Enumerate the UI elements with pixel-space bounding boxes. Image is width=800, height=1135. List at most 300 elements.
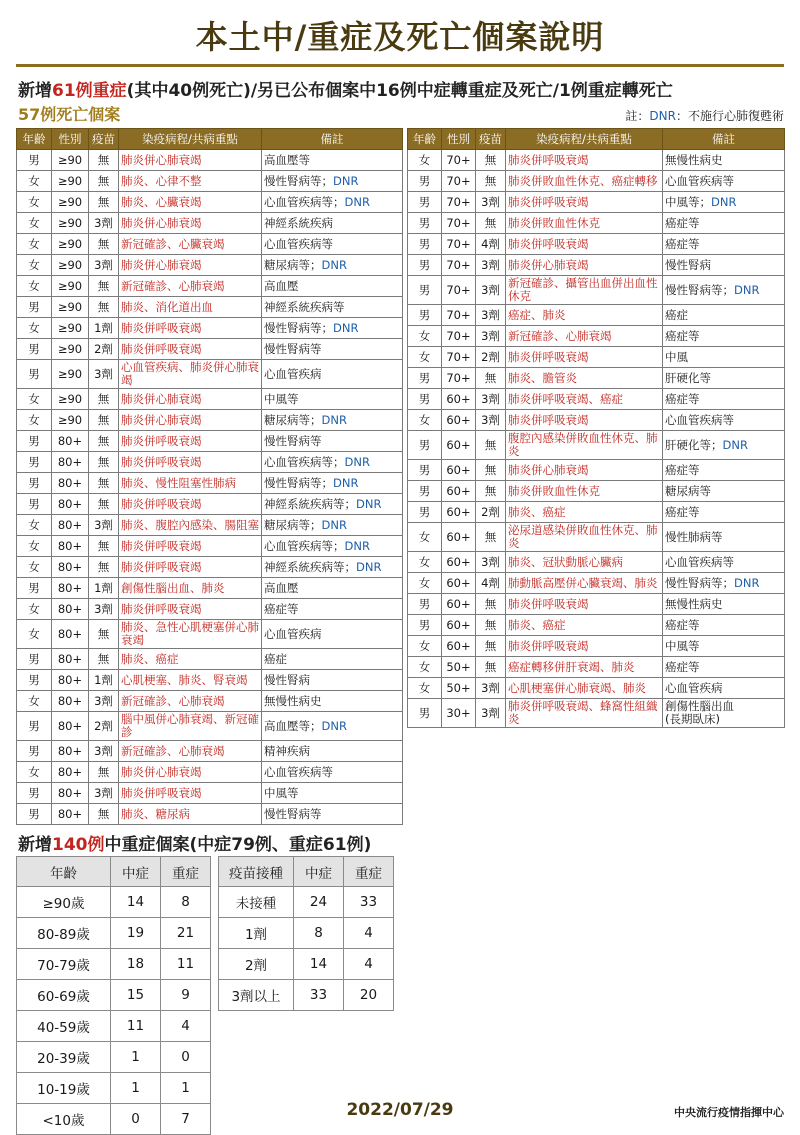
sex-cell: 男 (17, 783, 52, 804)
sex-cell: 男 (408, 389, 442, 410)
disease-cell: 肺炎、心臟衰竭 (119, 192, 262, 213)
moderate-count-cell: 24 (294, 887, 344, 918)
age-cell: 60+ (442, 615, 476, 636)
dnr-flag: DNR (734, 282, 760, 297)
vaccine-cell: 無 (476, 213, 506, 234)
disease-cell: 心血管疾病、肺炎併心肺衰竭 (119, 360, 262, 389)
table-row (17, 804, 403, 825)
vaccine-cell: 無 (89, 536, 119, 557)
table-row (17, 578, 403, 599)
sex-cell: 女 (17, 389, 52, 410)
disease-cell: 新冠確診、心肺衰竭 (119, 741, 262, 762)
vaccine-cell: 無 (89, 410, 119, 431)
sex-cell: 女 (17, 515, 52, 536)
disease-cell: 肺炎併呼吸衰竭 (506, 347, 663, 368)
remark-cell (262, 150, 403, 171)
report-date: 2022/07/29 (346, 1100, 454, 1120)
remark-cell (262, 431, 403, 452)
remark-text: 中風等 (264, 391, 299, 406)
disease-cell: 肺炎併呼吸衰竭 (119, 431, 262, 452)
dnr-flag: DNR (333, 320, 359, 335)
remark-cell (663, 431, 785, 460)
table-row (408, 657, 785, 678)
age-group-cell: 10-19歲 (17, 1073, 111, 1104)
remark-cell (262, 620, 403, 649)
remark-text: 慢性腎病等 (264, 341, 322, 356)
vaccine-cell: 2劑 (476, 347, 506, 368)
dnr-note (625, 107, 784, 124)
disease-cell: 肺炎併心肺衰竭 (506, 460, 663, 481)
remark-text: 癌症等 (665, 236, 700, 251)
remark-cell (262, 171, 403, 192)
remark-cell (663, 326, 785, 347)
table-row (408, 326, 785, 347)
dnr-flag: DNR (344, 454, 370, 469)
disease-cell: 肺炎、糖尿病 (119, 804, 262, 825)
vaccine-cell: 無 (476, 368, 506, 389)
sex-cell: 女 (17, 762, 52, 783)
disease-cell: 肺炎併呼吸衰竭 (119, 452, 262, 473)
sex-cell: 男 (408, 368, 442, 389)
vaccination-status-cell: 1劑 (219, 918, 294, 949)
dnr-flag: DNR (333, 475, 359, 490)
moderate-count-cell: 14 (111, 887, 161, 918)
sex-cell: 女 (408, 552, 442, 573)
age-cell: 80+ (52, 783, 89, 804)
remark-text: 慢性腎病等； (665, 282, 734, 297)
table-row (17, 192, 403, 213)
disease-cell: 肺炎併敗血性休克、癌症轉移 (506, 171, 663, 192)
table-row (408, 502, 785, 523)
issuing-agency: 中央流行疫情指揮中心 (674, 1106, 784, 1119)
moderate-count-cell: 15 (111, 980, 161, 1011)
age-breakdown-table (16, 856, 211, 1135)
vaccine-cell: 無 (476, 481, 506, 502)
disease-cell: 肺炎、消化道出血 (119, 297, 262, 318)
sex-cell: 男 (408, 594, 442, 615)
table-row (408, 276, 785, 305)
disease-cell: 肺炎、癌症 (506, 502, 663, 523)
dnr-flag: DNR (734, 575, 760, 590)
vaccine-cell: 無 (476, 150, 506, 171)
vaccine-cell: 3劑 (89, 255, 119, 276)
moderate-count-cell: 1 (111, 1042, 161, 1073)
remark-cell (663, 636, 785, 657)
table-row (408, 552, 785, 573)
remark-cell (262, 649, 403, 670)
table-row (408, 368, 785, 389)
remark-cell (663, 481, 785, 502)
age-cell: 70+ (442, 171, 476, 192)
moderate-count-cell: 33 (294, 980, 344, 1011)
sex-cell: 女 (408, 523, 442, 552)
remark-text: 慢性腎病等 (264, 433, 322, 448)
remark-text: 心血管疾病等； (264, 454, 345, 469)
sex-cell: 男 (408, 481, 442, 502)
remark-text: 神經系統疾病 (264, 215, 333, 230)
vaccine-cell: 3劑 (476, 192, 506, 213)
disease-cell: 肺炎併心肺衰竭 (119, 255, 262, 276)
column-header-vaccine: 疫苗 (89, 129, 119, 150)
moderate-count-cell: 1 (111, 1073, 161, 1104)
page-title: 本土中/重症及死亡個案說明 (195, 18, 605, 56)
remark-text: 中風等； (665, 194, 711, 209)
age-cell: 70+ (442, 234, 476, 255)
remark-text: 神經系統疾病等； (264, 559, 356, 574)
vaccine-cell: 無 (476, 615, 506, 636)
severe-count-cell: 4 (344, 949, 394, 980)
death-case-rows-left (17, 150, 403, 825)
sex-cell: 女 (17, 255, 52, 276)
vaccine-cell: 1劑 (89, 670, 119, 691)
table-row (17, 741, 403, 762)
table-row (17, 620, 403, 649)
summary-title (18, 830, 371, 855)
age-group-cell: 70-79歲 (17, 949, 111, 980)
disease-cell: 肺炎併心肺衰竭 (119, 410, 262, 431)
remark-text: 神經系統疾病等 (264, 299, 345, 314)
table-row (17, 452, 403, 473)
column-header-disease: 染疫病程/共病重點 (506, 129, 663, 150)
age-cell: 80+ (52, 670, 89, 691)
remark-cell (663, 615, 785, 636)
severe-count-cell: 4 (161, 1011, 211, 1042)
column-header-moderate: 中症 (294, 857, 344, 887)
table-row (17, 712, 403, 741)
disease-cell: 肺炎併呼吸衰竭 (506, 410, 663, 431)
vaccine-cell: 3劑 (89, 741, 119, 762)
age-cell: 70+ (442, 347, 476, 368)
remark-cell (262, 234, 403, 255)
age-cell: ≥90 (52, 255, 89, 276)
age-cell: 80+ (52, 649, 89, 670)
sex-cell: 女 (408, 150, 442, 171)
remark-text: 癌症等 (665, 462, 700, 477)
remark-text: 癌症等 (665, 617, 700, 632)
age-cell: 80+ (52, 557, 89, 578)
vaccine-cell: 3劑 (476, 678, 506, 699)
age-cell: 70+ (442, 276, 476, 305)
vaccine-cell: 無 (89, 297, 119, 318)
vaccine-cell: 3劑 (89, 691, 119, 712)
title-divider (16, 64, 784, 67)
sex-cell: 女 (408, 678, 442, 699)
vaccination-status-cell: 2劑 (219, 949, 294, 980)
remark-text: 慢性腎病 (264, 672, 310, 687)
sex-cell: 女 (17, 276, 52, 297)
vaccine-cell: 3劑 (89, 515, 119, 536)
remark-cell (262, 599, 403, 620)
sex-cell: 男 (17, 649, 52, 670)
disease-cell: 肺炎併呼吸衰竭 (506, 636, 663, 657)
vaccine-cell: 3劑 (89, 213, 119, 234)
remark-text: 創傷性腦出血 (長期臥床) (665, 699, 734, 726)
dnr-flag: DNR (722, 437, 748, 452)
table-row (17, 515, 403, 536)
moderate-count-cell: 19 (111, 918, 161, 949)
disease-cell: 肺炎併呼吸衰竭 (119, 494, 262, 515)
age-cell: ≥90 (52, 276, 89, 297)
sex-cell: 女 (17, 192, 52, 213)
remark-cell (262, 741, 403, 762)
remark-cell (663, 460, 785, 481)
sex-cell: 女 (17, 536, 52, 557)
remark-text: 心血管疾病 (665, 680, 723, 695)
sex-cell: 男 (408, 255, 442, 276)
remark-text: 慢性腎病等； (264, 173, 333, 188)
disease-cell: 肺炎、慢性阻塞性肺病 (119, 473, 262, 494)
sex-cell: 男 (17, 670, 52, 691)
vaccine-cell: 無 (476, 171, 506, 192)
age-cell: 60+ (442, 552, 476, 573)
remark-cell (262, 339, 403, 360)
age-cell: ≥90 (52, 360, 89, 389)
sex-cell: 女 (17, 620, 52, 649)
disease-cell: 肺炎併呼吸衰竭 (119, 599, 262, 620)
vaccine-cell: 3劑 (476, 276, 506, 305)
remark-text: 糖尿病等； (264, 412, 322, 427)
remark-text: 無慢性病史 (665, 152, 723, 167)
disease-cell: 腦中風併心肺衰竭、新冠確診 (119, 712, 262, 741)
disease-cell: 肺炎併心肺衰竭 (506, 255, 663, 276)
dnr-flag: DNR (356, 496, 382, 511)
headline-prefix: 新增 (18, 81, 52, 101)
remark-cell (262, 389, 403, 410)
moderate-count-cell: 11 (111, 1011, 161, 1042)
vaccine-cell: 3劑 (476, 255, 506, 276)
age-cell: 80+ (52, 804, 89, 825)
table-row (408, 347, 785, 368)
vaccine-cell: 無 (89, 804, 119, 825)
table-row (17, 670, 403, 691)
age-cell: 60+ (442, 389, 476, 410)
table-row (17, 1011, 211, 1042)
sex-cell: 男 (17, 741, 52, 762)
age-cell: ≥90 (52, 410, 89, 431)
vaccine-cell: 無 (89, 557, 119, 578)
summary-count: 140例 (52, 835, 105, 855)
remark-text: 癌症 (264, 651, 287, 666)
sex-cell: 女 (408, 636, 442, 657)
remark-cell (262, 762, 403, 783)
table-row (17, 494, 403, 515)
table-row (408, 573, 785, 594)
disease-cell: 肺炎併敗血性休克 (506, 481, 663, 502)
remark-text: 心血管疾病等 (665, 173, 734, 188)
vaccine-cell: 4劑 (476, 573, 506, 594)
remark-text: 心血管疾病 (264, 626, 322, 641)
severe-count-cell: 4 (344, 918, 394, 949)
disease-cell: 新冠確診、心臟衰竭 (119, 234, 262, 255)
severe-count-cell: 7 (161, 1104, 211, 1135)
disease-cell: 肺炎、腹腔內感染、腸阻塞 (119, 515, 262, 536)
age-cell: 30+ (442, 699, 476, 728)
table-row (408, 615, 785, 636)
note-dnr: DNR (649, 109, 676, 123)
table-row (408, 305, 785, 326)
column-header-age: 性別 (442, 129, 476, 150)
disease-cell: 心肌梗塞、肺炎、腎衰竭 (119, 670, 262, 691)
vaccine-cell: 2劑 (89, 712, 119, 741)
remark-text: 慢性腎病等 (264, 806, 322, 821)
age-cell: 80+ (52, 620, 89, 649)
remark-text: 高血壓 (264, 580, 299, 595)
vaccine-cell: 無 (89, 389, 119, 410)
remark-text: 糖尿病等 (665, 483, 711, 498)
remark-text: 心血管疾病等 (264, 764, 333, 779)
table-row (408, 234, 785, 255)
table-row (219, 918, 394, 949)
table-row (17, 691, 403, 712)
table-row (17, 557, 403, 578)
remark-cell (663, 368, 785, 389)
death-case-table-left (16, 128, 403, 825)
disease-cell: 新冠確診、攝管出血併出血性休克 (506, 276, 663, 305)
dnr-flag: DNR (321, 257, 347, 272)
disease-cell: 肺動脈高壓併心臟衰竭、肺炎 (506, 573, 663, 594)
table-row (17, 536, 403, 557)
table-row (17, 599, 403, 620)
death-cases-subhead: 57例死亡個案 (18, 105, 121, 124)
remark-text: 無慢性病史 (264, 693, 322, 708)
table-row (17, 410, 403, 431)
table-row (408, 389, 785, 410)
age-cell: ≥90 (52, 339, 89, 360)
severe-count-cell: 11 (161, 949, 211, 980)
remark-cell (663, 234, 785, 255)
remark-cell (262, 473, 403, 494)
age-cell: 50+ (442, 678, 476, 699)
table-row (219, 980, 394, 1011)
column-header-severe: 重症 (161, 857, 211, 887)
age-group-cell: 60-69歲 (17, 980, 111, 1011)
remark-cell (262, 452, 403, 473)
severe-count-cell: 8 (161, 887, 211, 918)
remark-text: 慢性腎病等； (264, 475, 333, 490)
remark-text: 癌症等 (665, 504, 700, 519)
column-header-sex: 年齡 (17, 129, 52, 150)
age-cell: 80+ (52, 762, 89, 783)
sex-cell: 女 (17, 171, 52, 192)
vaccine-cell: 無 (89, 234, 119, 255)
table-row (17, 360, 403, 389)
table-row (408, 523, 785, 552)
vaccine-cell: 無 (476, 460, 506, 481)
remark-text: 癌症等 (665, 391, 700, 406)
disease-cell: 肺炎、心律不整 (119, 171, 262, 192)
remark-text: 中風等 (264, 785, 299, 800)
age-group-cell: ≥90歲 (17, 887, 111, 918)
moderate-count-cell: 14 (294, 949, 344, 980)
vaccine-cell: 2劑 (89, 339, 119, 360)
disease-cell: 肺炎併呼吸衰竭 (506, 192, 663, 213)
summary-detail: 中重症個案(中症79例、重症61例) (104, 835, 372, 855)
column-header-disease: 染疫病程/共病重點 (119, 129, 262, 150)
vaccination-status-cell: 未接種 (219, 887, 294, 918)
severe-count-cell: 9 (161, 980, 211, 1011)
sex-cell: 女 (408, 573, 442, 594)
table-row (408, 431, 785, 460)
age-cell: 70+ (442, 368, 476, 389)
table-header-row (17, 857, 211, 887)
age-cell: 80+ (52, 473, 89, 494)
age-cell: 60+ (442, 460, 476, 481)
sex-cell: 男 (408, 615, 442, 636)
note-suffix: ：不施行心肺復甦術 (675, 109, 784, 123)
disease-cell: 肺炎併呼吸衰竭 (119, 536, 262, 557)
remark-text: 癌症等 (665, 215, 700, 230)
age-cell: 60+ (442, 431, 476, 460)
remark-cell (262, 691, 403, 712)
column-header-age-group: 年齡 (17, 857, 111, 887)
sex-cell: 女 (408, 326, 442, 347)
vaccine-cell: 3劑 (89, 360, 119, 389)
table-row (17, 276, 403, 297)
disease-cell: 新冠確診、心肺衰竭 (119, 691, 262, 712)
sex-cell: 男 (17, 360, 52, 389)
remark-cell (262, 494, 403, 515)
summary-prefix: 新增 (18, 835, 52, 855)
remark-cell (663, 552, 785, 573)
vaccine-cell: 3劑 (476, 410, 506, 431)
sex-cell: 男 (408, 699, 442, 728)
sex-cell: 女 (17, 691, 52, 712)
sex-cell: 男 (17, 150, 52, 171)
sex-cell: 男 (408, 192, 442, 213)
severe-count-cell: 1 (161, 1073, 211, 1104)
remark-cell (663, 192, 785, 213)
note-prefix: 註： (625, 109, 650, 123)
table-row (408, 192, 785, 213)
sex-cell: 女 (408, 410, 442, 431)
table-row (219, 887, 394, 918)
vaccine-cell: 無 (89, 620, 119, 649)
table-row (408, 255, 785, 276)
vaccine-cell: 3劑 (89, 599, 119, 620)
dnr-flag: DNR (321, 412, 347, 427)
age-cell: 80+ (52, 452, 89, 473)
age-cell: 80+ (52, 712, 89, 741)
sex-cell: 男 (408, 431, 442, 460)
vaccine-cell: 3劑 (476, 326, 506, 347)
age-cell: 80+ (52, 741, 89, 762)
headline-severe-count: 61例重症 (52, 81, 127, 101)
remark-cell (262, 297, 403, 318)
column-header-age: 性別 (52, 129, 89, 150)
table-header-row (219, 857, 394, 887)
remark-text: 中風等 (665, 638, 700, 653)
age-cell: ≥90 (52, 389, 89, 410)
death-case-rows-right (408, 150, 785, 728)
vaccine-cell: 無 (476, 594, 506, 615)
remark-cell (262, 536, 403, 557)
vaccine-cell: 3劑 (476, 389, 506, 410)
age-cell: ≥90 (52, 171, 89, 192)
sex-cell: 女 (17, 234, 52, 255)
disease-cell: 肺炎併呼吸衰竭 (119, 783, 262, 804)
remark-text: 精神疾病 (264, 743, 310, 758)
remark-cell (262, 360, 403, 389)
age-cell: 60+ (442, 573, 476, 594)
disease-cell: 肺炎併敗血性休克 (506, 213, 663, 234)
age-cell: ≥90 (52, 192, 89, 213)
age-cell: ≥90 (52, 150, 89, 171)
table-header-row (17, 129, 403, 150)
age-cell: 50+ (442, 657, 476, 678)
disease-cell: 腹腔內感染併敗血性休克、肺炎 (506, 431, 663, 460)
dnr-flag: DNR (321, 718, 347, 733)
age-group-cell: 20-39歲 (17, 1042, 111, 1073)
